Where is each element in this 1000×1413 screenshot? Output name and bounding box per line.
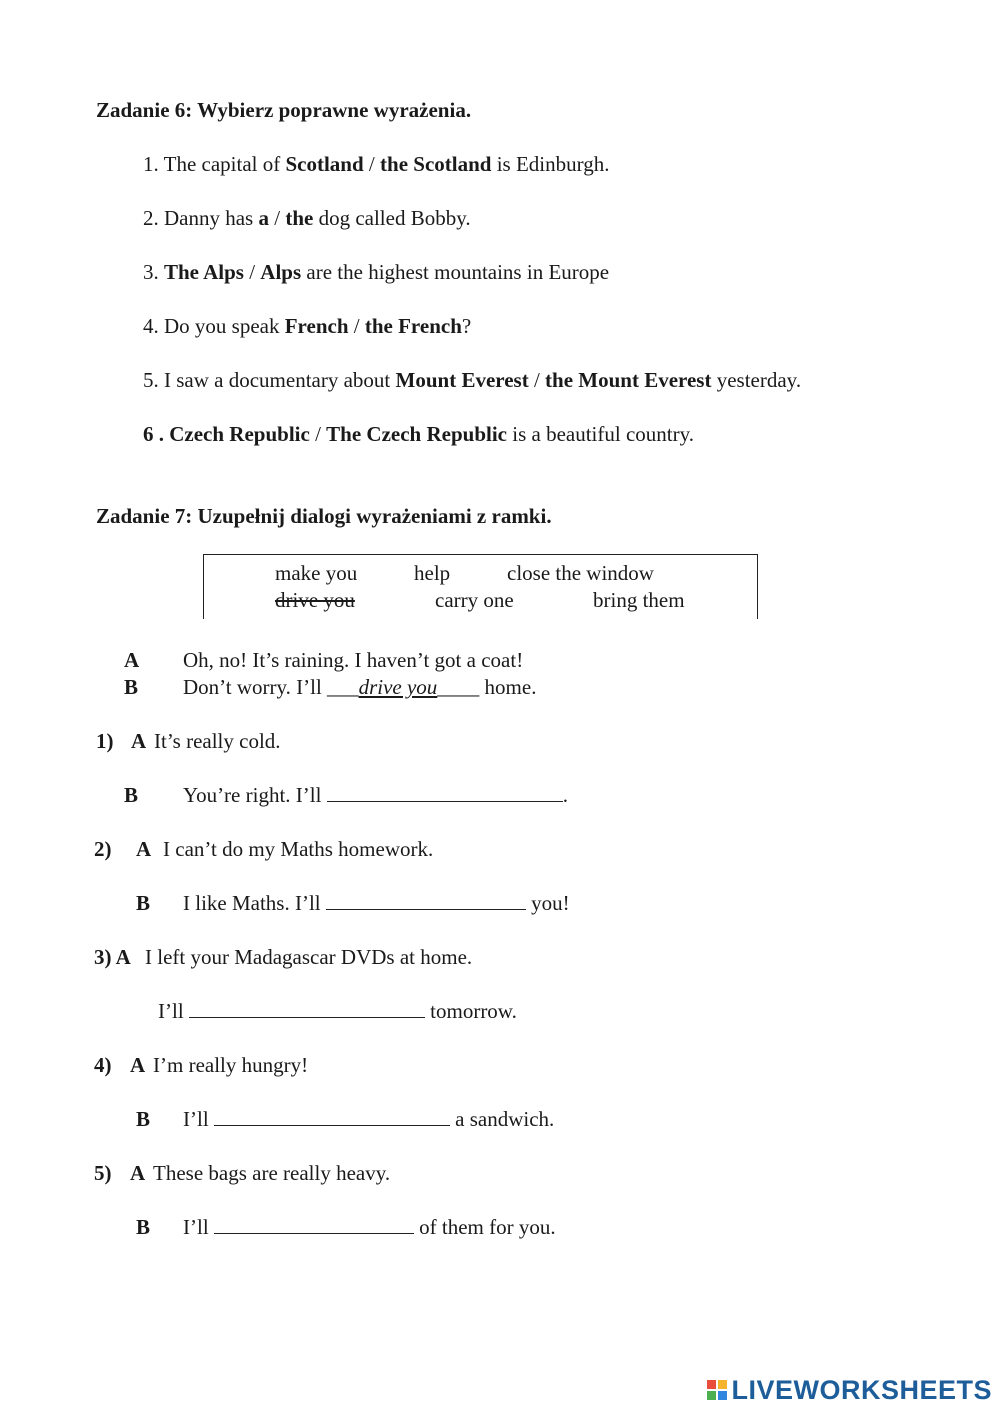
speaker-a-label: A [130, 1053, 146, 1077]
liveworksheets-logo[interactable] [707, 1373, 992, 1407]
dialog-b-post: tomorrow. [424, 999, 517, 1023]
dialog-b-pre: I’ll [183, 1107, 214, 1131]
dialog-b-pre: I’ll [158, 999, 189, 1023]
speaker-a-label: A [124, 648, 140, 672]
item-number: 1. [143, 152, 159, 176]
option-a[interactable]: French [284, 314, 349, 338]
option-a[interactable]: Scotland [285, 152, 364, 176]
speaker-b-label: B [136, 891, 151, 915]
item-number: 6 . [143, 422, 164, 446]
answer-blank[interactable] [326, 891, 526, 910]
dialog-b-post: a sandwich. [449, 1107, 555, 1131]
item-number: 2. [143, 206, 159, 230]
item-number: 5. [143, 368, 159, 392]
option-b[interactable]: The Czech Republic [326, 422, 507, 446]
separator: / [243, 260, 261, 284]
dialog-number: 3) A [94, 945, 131, 969]
example-a-text: Oh, no! It’s raining. I haven’t got a coat! [183, 648, 524, 672]
dialog-b-post: of them for you. [413, 1215, 556, 1239]
dialog-a-text: I left your Madagascar DVDs at home. [145, 945, 473, 969]
dialog-a-text: I can’t do my Maths homework. [163, 837, 434, 861]
dialog-b-pre: You’re right. I’ll [183, 783, 327, 807]
dialog-b-line [183, 783, 568, 808]
speaker-a-label: A [136, 837, 152, 861]
word-option: close the window [507, 561, 654, 585]
example-b-pre: Don’t worry. I’ll ___ [183, 675, 359, 699]
option-b[interactable]: the Scotland [380, 152, 492, 176]
item-text: are the highest mountains in Europe [301, 260, 610, 284]
item-text: Do you speak [164, 314, 285, 338]
separator: / [363, 152, 381, 176]
speaker-b-label: B [136, 1215, 151, 1239]
answer-blank[interactable] [214, 1107, 450, 1126]
item-text: is Edinburgh. [491, 152, 610, 176]
item-number: 4. [143, 314, 159, 338]
item-number: 3. [143, 260, 159, 284]
dialog-number: 5) [94, 1161, 112, 1185]
speaker-a-label: A [130, 1161, 146, 1185]
item-text: I saw a documentary about [164, 368, 396, 392]
speaker-b-label: B [124, 675, 139, 699]
logo-square [718, 1391, 727, 1400]
option-a[interactable]: Czech Republic [169, 422, 310, 446]
task6-item-2 [143, 206, 471, 231]
logo-text: LIVEWORKSHEETS [731, 1374, 992, 1405]
speaker-a-label: A [131, 729, 147, 753]
item-text: Danny has [164, 206, 259, 230]
word-option: bring them [593, 588, 685, 612]
dialog-number: 4) [94, 1053, 112, 1077]
dialog-number: 2) [94, 837, 112, 861]
item-text: The capital of [163, 152, 286, 176]
dialog-b-post: . [562, 783, 568, 807]
option-b[interactable]: the French [364, 314, 462, 338]
logo-square [718, 1380, 727, 1389]
dialog-b-pre: I like Maths. I’ll [183, 891, 326, 915]
logo-square [707, 1380, 716, 1389]
option-a[interactable]: The Alps [164, 260, 244, 284]
item-text: dog called Bobby. [313, 206, 471, 230]
dialog-a-text: These bags are really heavy. [153, 1161, 391, 1185]
word-option: make you [275, 561, 358, 585]
word-option: carry one [435, 588, 514, 612]
word-option: help [414, 561, 451, 585]
example-answer: drive you [358, 675, 438, 699]
item-text: ? [461, 314, 472, 338]
answer-blank[interactable] [214, 1215, 414, 1234]
dialog-b-line [183, 1107, 554, 1132]
separator: / [348, 314, 365, 338]
task6-item-5 [143, 368, 801, 393]
task6-item-1 [143, 152, 610, 177]
dialog-b-post: you! [525, 891, 570, 915]
separator: / [309, 422, 327, 446]
logo-square [707, 1391, 716, 1400]
task6-item-6 [143, 422, 694, 447]
option-b[interactable]: Alps [260, 260, 302, 284]
dialog-b-line [183, 891, 570, 916]
speaker-b-label: B [124, 783, 139, 807]
word-box [203, 554, 758, 619]
answer-blank[interactable] [189, 999, 425, 1018]
speaker-b-label: B [136, 1107, 151, 1131]
option-b[interactable]: the [285, 206, 314, 230]
task7-title: Zadanie 7: Uzupełnij dialogi wyrażeniami z ramki. [96, 504, 552, 528]
option-b[interactable]: the Mount Everest [545, 368, 712, 392]
word-option-used: drive you [275, 588, 355, 612]
dialog-number: 1) [96, 729, 114, 753]
task6-item-3 [143, 260, 609, 285]
dialog-b-line [158, 999, 517, 1024]
task6-title: Zadanie 6: Wybierz poprawne wyrażenia. [96, 98, 472, 122]
item-text: yesterday. [711, 368, 802, 392]
item-text: is a beautiful country. [507, 422, 695, 446]
answer-blank[interactable] [327, 783, 563, 802]
dialog-a-text: It’s really cold. [154, 729, 281, 753]
task6-item-4 [143, 314, 471, 339]
example-b-post: ____ home. [437, 675, 537, 699]
dialog-a-text: I’m really hungry! [153, 1053, 309, 1077]
dialog-b-line [183, 1215, 556, 1240]
option-a[interactable]: a [258, 206, 269, 230]
logo-squares-icon [707, 1380, 727, 1400]
separator: / [268, 206, 286, 230]
dialog-b-pre: I’ll [183, 1215, 214, 1239]
example-b-line [183, 675, 536, 700]
separator: / [528, 368, 546, 392]
option-a[interactable]: Mount Everest [395, 368, 529, 392]
